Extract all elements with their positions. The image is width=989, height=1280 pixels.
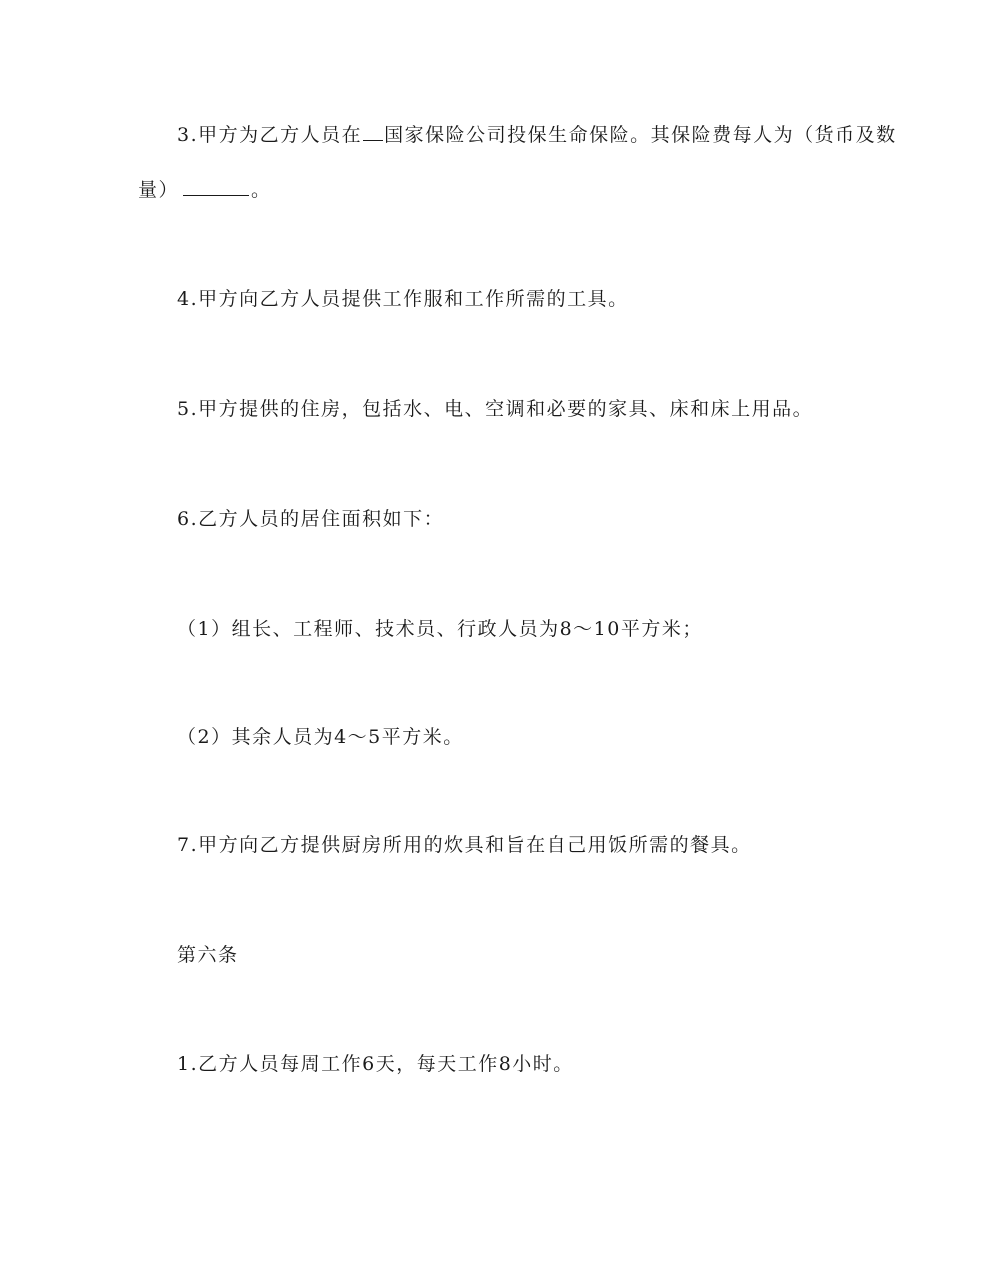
clause5-item6-sub1: （1）组长、工程师、技术员、行政人员为8～10平方米； — [177, 618, 703, 640]
item3-text-start: 3.甲方为乙方人员在 — [177, 124, 363, 146]
fill-blank-amount — [183, 177, 249, 196]
clause6-item1: 1.乙方人员每周工作6天，每天工作8小时。 — [177, 1053, 574, 1075]
clause5-item3-line2 — [138, 177, 272, 202]
clause5-item5: 5.甲方提供的住房，包括水、电、空调和必要的家具、床和床上用品。 — [177, 398, 814, 420]
item3-text-quantity: 量） — [138, 179, 180, 201]
clause6-heading: 第六条 — [177, 944, 239, 966]
clause5-item7: 7.甲方向乙方提供厨房所用的炊具和旨在自己用饭所需的餐具。 — [177, 834, 752, 856]
fill-blank-country — [363, 122, 383, 141]
item3-text-end: 。 — [251, 179, 272, 201]
clause5-item4: 4.甲方向乙方人员提供工作服和工作所需的工具。 — [177, 288, 629, 310]
clause5-item6: 6.乙方人员的居住面积如下： — [177, 508, 445, 530]
clause5-item6-sub2: （2）其余人员为4～5平方米。 — [177, 726, 464, 748]
clause5-item3-line1 — [177, 122, 897, 147]
item3-text-middle: 国家保险公司投保生命保险。其保险费每人为（货币及数 — [384, 124, 897, 146]
